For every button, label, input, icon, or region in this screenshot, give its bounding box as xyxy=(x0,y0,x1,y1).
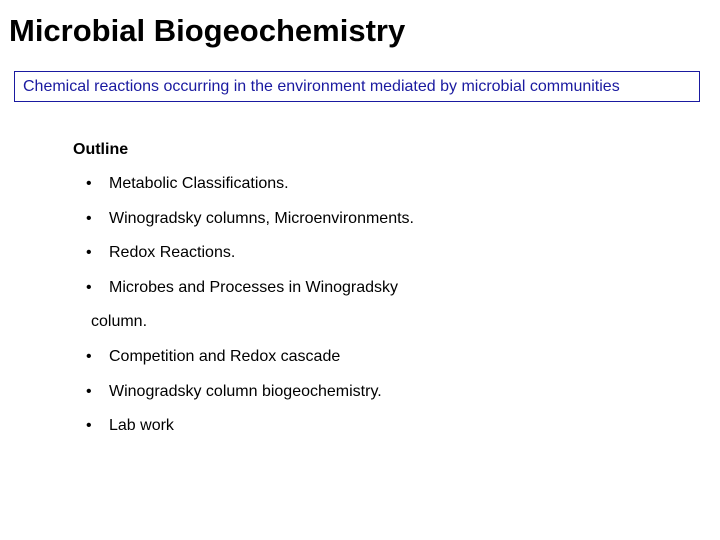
outline-item xyxy=(86,347,414,382)
outline-item-text: Lab work xyxy=(109,417,174,435)
bullet-icon: • xyxy=(86,382,92,400)
outline-item xyxy=(86,243,414,278)
outline-item xyxy=(86,278,414,313)
bullet-icon: • xyxy=(86,417,92,435)
outline-item-text: Microbes and Processes in Winogradsky xyxy=(109,278,399,296)
bullet-icon: • xyxy=(86,209,92,227)
bullet-icon: • xyxy=(86,278,92,296)
outline-item-text: Metabolic Classifications. xyxy=(109,175,289,192)
subtitle-text: Chemical reactions occurring in the environment mediated by microbial communities xyxy=(23,77,620,95)
outline-heading: Outline xyxy=(73,141,129,158)
bullet-icon: • xyxy=(86,244,92,262)
outline-item-continuation xyxy=(86,312,414,347)
outline-list xyxy=(86,174,414,451)
outline-item-text: Winogradsky column biogeochemistry. xyxy=(109,382,382,400)
outline-item xyxy=(86,382,414,417)
outline-item-text: column. xyxy=(91,313,148,331)
slide-title: Microbial Biogeochemistry xyxy=(9,13,406,48)
bullet-icon: • xyxy=(86,175,92,192)
outline-item xyxy=(86,416,414,451)
outline-item-text: Winogradsky columns, Microenvironments. xyxy=(109,209,414,227)
outline-item xyxy=(86,174,414,209)
outline-item xyxy=(86,209,414,244)
outline-item-text: Competition and Redox cascade xyxy=(109,347,341,365)
subtitle-box xyxy=(14,71,700,102)
outline-item-text: Redox Reactions. xyxy=(109,244,236,262)
bullet-icon: • xyxy=(86,347,92,365)
